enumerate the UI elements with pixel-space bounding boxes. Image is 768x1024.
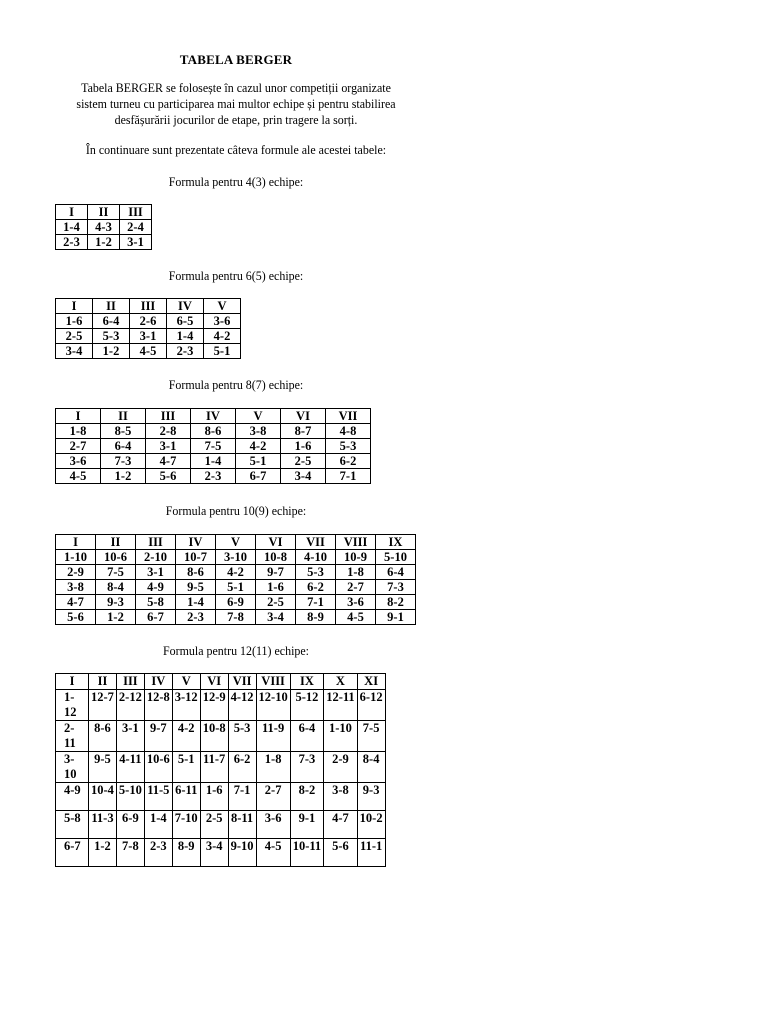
match-cell: 7-3 [101, 454, 146, 469]
match-cell: 6-2 [228, 752, 256, 783]
match-cell: 11-5 [144, 783, 172, 811]
match-cell: 1-2 [101, 469, 146, 484]
match-cell: 9-1 [290, 811, 323, 839]
match-cell: 9-1 [376, 610, 416, 625]
match-cell: 6-5 [167, 314, 204, 329]
match-cell: 10-7 [176, 550, 216, 565]
match-cell: 5-10 [376, 550, 416, 565]
round-header: I [56, 299, 93, 314]
match-cell: 8-7 [281, 424, 326, 439]
match-cell: 8-11 [228, 811, 256, 839]
match-cell: 3-1 [136, 565, 176, 580]
match-cell: 2-12 [116, 690, 144, 721]
match-cell: 7-3 [290, 752, 323, 783]
match-cell: 5-1 [216, 580, 256, 595]
round-header: VI [281, 409, 326, 424]
match-cell: 2-5 [256, 595, 296, 610]
round-header: IV [167, 299, 204, 314]
match-cell: 5-8 [136, 595, 176, 610]
match-cell: 8-5 [101, 424, 146, 439]
match-cell: 4-2 [204, 329, 241, 344]
match-cell: 2-9 [324, 752, 357, 783]
match-cell: 3-8 [56, 580, 96, 595]
table-row [56, 314, 241, 329]
match-cell: 1-4 [176, 595, 216, 610]
match-cell: 6-9 [116, 811, 144, 839]
match-cell: 5-6 [56, 610, 96, 625]
match-cell: 5-3 [228, 721, 256, 752]
match-cell: 4-8 [326, 424, 371, 439]
match-cell: 4-7 [324, 811, 357, 839]
berger-table-4 [55, 204, 152, 250]
match-cell: 6-11 [172, 783, 200, 811]
header-row [56, 674, 386, 690]
match-cell: 7-1 [296, 595, 336, 610]
match-cell: 6-7 [136, 610, 176, 625]
match-cell: 8-9 [296, 610, 336, 625]
round-header: I [56, 535, 96, 550]
table-row [56, 220, 152, 235]
match-cell: 9-3 [96, 595, 136, 610]
round-header: II [88, 205, 120, 220]
match-cell: 4-5 [256, 839, 290, 867]
intro-line: Tabela BERGER se folosește în cazul unor competiții organizate [81, 80, 391, 95]
match-cell: 3-1 [120, 235, 152, 250]
match-cell: 2-4 [120, 220, 152, 235]
match-cell: 10-8 [256, 550, 296, 565]
round-header: II [101, 409, 146, 424]
round-header: II [89, 674, 117, 690]
match-cell: 1-4 [167, 329, 204, 344]
match-cell: 8-2 [376, 595, 416, 610]
match-cell: 11-3 [89, 811, 117, 839]
match-cell: 6-4 [376, 565, 416, 580]
round-header: III [120, 205, 152, 220]
match-cell: 4-5 [56, 469, 101, 484]
match-cell: 4-2 [236, 439, 281, 454]
table-row [56, 595, 416, 610]
intro-paragraph [56, 80, 417, 128]
berger-table-12 [55, 673, 386, 867]
round-header: IV [144, 674, 172, 690]
match-cell: 3-6 [56, 454, 101, 469]
match-cell: 5-6 [324, 839, 357, 867]
round-header: VII [326, 409, 371, 424]
match-cell: 2-10 [136, 550, 176, 565]
match-cell: 4-5 [130, 344, 167, 359]
match-cell: 2-11 [56, 721, 89, 752]
header-row [56, 535, 416, 550]
match-cell: 11-7 [200, 752, 228, 783]
match-cell: 2-9 [56, 565, 96, 580]
match-cell: 10-4 [89, 783, 117, 811]
match-cell: 2-7 [256, 783, 290, 811]
match-cell: 3-4 [56, 344, 93, 359]
table-row [56, 454, 371, 469]
table-row [56, 752, 386, 783]
round-header: VIII [336, 535, 376, 550]
round-header: V [204, 299, 241, 314]
round-header: VI [200, 674, 228, 690]
table-row [56, 811, 386, 839]
match-cell: 9-5 [176, 580, 216, 595]
match-cell: 2-5 [281, 454, 326, 469]
match-cell: 5-1 [204, 344, 241, 359]
match-cell: 5-1 [172, 752, 200, 783]
match-cell: 7-5 [96, 565, 136, 580]
round-header: VII [296, 535, 336, 550]
match-cell: 2-3 [56, 235, 88, 250]
intro-line: sistem turneu cu participarea mai multor echipe și pentru stabilirea [76, 96, 396, 111]
round-header: IX [376, 535, 416, 550]
match-cell: 1-6 [256, 580, 296, 595]
match-cell: 10-11 [290, 839, 323, 867]
match-cell: 5-3 [93, 329, 130, 344]
match-cell: 10-6 [96, 550, 136, 565]
match-cell: 12-7 [89, 690, 117, 721]
match-cell: 3-10 [56, 752, 89, 783]
match-cell: 1-2 [93, 344, 130, 359]
match-cell: 8-6 [176, 565, 216, 580]
match-cell: 11-9 [256, 721, 290, 752]
table-row [56, 469, 371, 484]
match-cell: 5-3 [296, 565, 336, 580]
match-cell: 2-6 [130, 314, 167, 329]
round-header: III [146, 409, 191, 424]
match-cell: 3-6 [336, 595, 376, 610]
match-cell: 1-2 [89, 839, 117, 867]
match-cell: 3-8 [236, 424, 281, 439]
match-cell: 7-1 [228, 783, 256, 811]
round-header: X [324, 674, 357, 690]
table-caption-12: Formula pentru 12(11) echipe: [162, 643, 310, 658]
match-cell: 2-3 [167, 344, 204, 359]
table-row [56, 690, 386, 721]
berger-table-10 [55, 534, 416, 625]
match-cell: 2-3 [144, 839, 172, 867]
match-cell: 4-12 [228, 690, 256, 721]
round-header: IV [191, 409, 236, 424]
match-cell: 6-7 [56, 839, 89, 867]
match-cell: 4-10 [296, 550, 336, 565]
round-header: XI [357, 674, 385, 690]
match-cell: 5-12 [290, 690, 323, 721]
match-cell: 7-8 [116, 839, 144, 867]
round-header: II [96, 535, 136, 550]
match-cell: 1-4 [144, 811, 172, 839]
match-cell: 10-6 [144, 752, 172, 783]
match-cell: 4-9 [56, 783, 89, 811]
match-cell: 2-5 [200, 811, 228, 839]
match-cell: 9-3 [357, 783, 385, 811]
match-cell: 6-2 [326, 454, 371, 469]
match-cell: 6-4 [101, 439, 146, 454]
match-cell: 2-7 [56, 439, 101, 454]
round-header: VIII [256, 674, 290, 690]
match-cell: 9-10 [228, 839, 256, 867]
match-cell: 2-7 [336, 580, 376, 595]
match-cell: 2-5 [56, 329, 93, 344]
match-cell: 7-10 [172, 811, 200, 839]
match-cell: 3-12 [172, 690, 200, 721]
match-cell: 8-2 [290, 783, 323, 811]
header-row [56, 409, 371, 424]
berger-table-8 [55, 408, 371, 484]
match-cell: 1-6 [56, 314, 93, 329]
match-cell: 7-1 [326, 469, 371, 484]
table-caption-4: Formula pentru 4(3) echipe: [168, 174, 304, 189]
match-cell: 8-9 [172, 839, 200, 867]
match-cell: 3-4 [281, 469, 326, 484]
header-row [56, 205, 152, 220]
match-cell: 1-10 [56, 550, 96, 565]
match-cell: 4-2 [172, 721, 200, 752]
table-row [56, 235, 152, 250]
match-cell: 12-9 [200, 690, 228, 721]
match-cell: 7-3 [376, 580, 416, 595]
match-cell: 1-6 [281, 439, 326, 454]
table-row [56, 839, 386, 867]
match-cell: 3-1 [146, 439, 191, 454]
round-header: I [56, 409, 101, 424]
match-cell: 7-8 [216, 610, 256, 625]
match-cell: 6-12 [357, 690, 385, 721]
match-cell: 12-10 [256, 690, 290, 721]
match-cell: 2-8 [146, 424, 191, 439]
match-cell: 1-8 [56, 424, 101, 439]
match-cell: 8-4 [357, 752, 385, 783]
match-cell: 4-5 [336, 610, 376, 625]
match-cell: 9-5 [89, 752, 117, 783]
table-row [56, 550, 416, 565]
round-header: V [216, 535, 256, 550]
match-cell: 5-6 [146, 469, 191, 484]
match-cell: 1-8 [336, 565, 376, 580]
round-header: V [172, 674, 200, 690]
header-row [56, 299, 241, 314]
round-header: VI [256, 535, 296, 550]
match-cell: 6-7 [236, 469, 281, 484]
table-row [56, 344, 241, 359]
table-row [56, 329, 241, 344]
intro-continue-text: În continuare sunt prezentate câteva formule ale acestei tabele: [85, 142, 387, 157]
round-header: V [236, 409, 281, 424]
match-cell: 5-8 [56, 811, 89, 839]
match-cell: 6-9 [216, 595, 256, 610]
round-header: I [56, 205, 88, 220]
table-caption-10: Formula pentru 10(9) echipe: [165, 503, 307, 518]
match-cell: 4-11 [116, 752, 144, 783]
match-cell: 11-1 [357, 839, 385, 867]
match-cell: 1-10 [324, 721, 357, 752]
match-cell: 1-12 [56, 690, 89, 721]
match-cell: 12-11 [324, 690, 357, 721]
match-cell: 3-10 [216, 550, 256, 565]
match-cell: 10-2 [357, 811, 385, 839]
table-caption-8: Formula pentru 8(7) echipe: [168, 377, 304, 392]
round-header: IV [176, 535, 216, 550]
match-cell: 7-5 [357, 721, 385, 752]
match-cell: 1-2 [88, 235, 120, 250]
table-row [56, 424, 371, 439]
match-cell: 9-7 [144, 721, 172, 752]
match-cell: 4-9 [136, 580, 176, 595]
match-cell: 10-9 [336, 550, 376, 565]
match-cell: 4-7 [56, 595, 96, 610]
berger-table-6 [55, 298, 241, 359]
round-header: III [130, 299, 167, 314]
match-cell: 1-8 [256, 752, 290, 783]
match-cell: 8-4 [96, 580, 136, 595]
match-cell: 3-6 [256, 811, 290, 839]
match-cell: 5-1 [236, 454, 281, 469]
match-cell: 6-4 [290, 721, 323, 752]
table-row [56, 580, 416, 595]
round-header: III [136, 535, 176, 550]
round-header: III [116, 674, 144, 690]
table-row [56, 610, 416, 625]
match-cell: 1-6 [200, 783, 228, 811]
round-header: VII [228, 674, 256, 690]
match-cell: 3-1 [130, 329, 167, 344]
match-cell: 3-1 [116, 721, 144, 752]
match-cell: 9-7 [256, 565, 296, 580]
intro-line: desfășurării jocurilor de etape, prin tragere la sorți. [114, 112, 358, 127]
table-row [56, 565, 416, 580]
match-cell: 4-2 [216, 565, 256, 580]
match-cell: 7-5 [191, 439, 236, 454]
match-cell: 8-6 [191, 424, 236, 439]
match-cell: 8-6 [89, 721, 117, 752]
match-cell: 4-7 [146, 454, 191, 469]
match-cell: 5-3 [326, 439, 371, 454]
table-row [56, 721, 386, 752]
match-cell: 1-2 [96, 610, 136, 625]
table-caption-6: Formula pentru 6(5) echipe: [168, 268, 304, 283]
match-cell: 6-4 [93, 314, 130, 329]
round-header: II [93, 299, 130, 314]
match-cell: 3-4 [200, 839, 228, 867]
match-cell: 12-8 [144, 690, 172, 721]
match-cell: 10-8 [200, 721, 228, 752]
match-cell: 1-4 [191, 454, 236, 469]
round-header: IX [290, 674, 323, 690]
match-cell: 5-10 [116, 783, 144, 811]
match-cell: 1-4 [56, 220, 88, 235]
match-cell: 3-8 [324, 783, 357, 811]
match-cell: 2-3 [176, 610, 216, 625]
page-title: TABELA BERGER [179, 52, 293, 67]
round-header: I [56, 674, 89, 690]
match-cell: 6-2 [296, 580, 336, 595]
match-cell: 3-6 [204, 314, 241, 329]
match-cell: 3-4 [256, 610, 296, 625]
match-cell: 4-3 [88, 220, 120, 235]
table-row [56, 439, 371, 454]
table-row [56, 783, 386, 811]
match-cell: 2-3 [191, 469, 236, 484]
